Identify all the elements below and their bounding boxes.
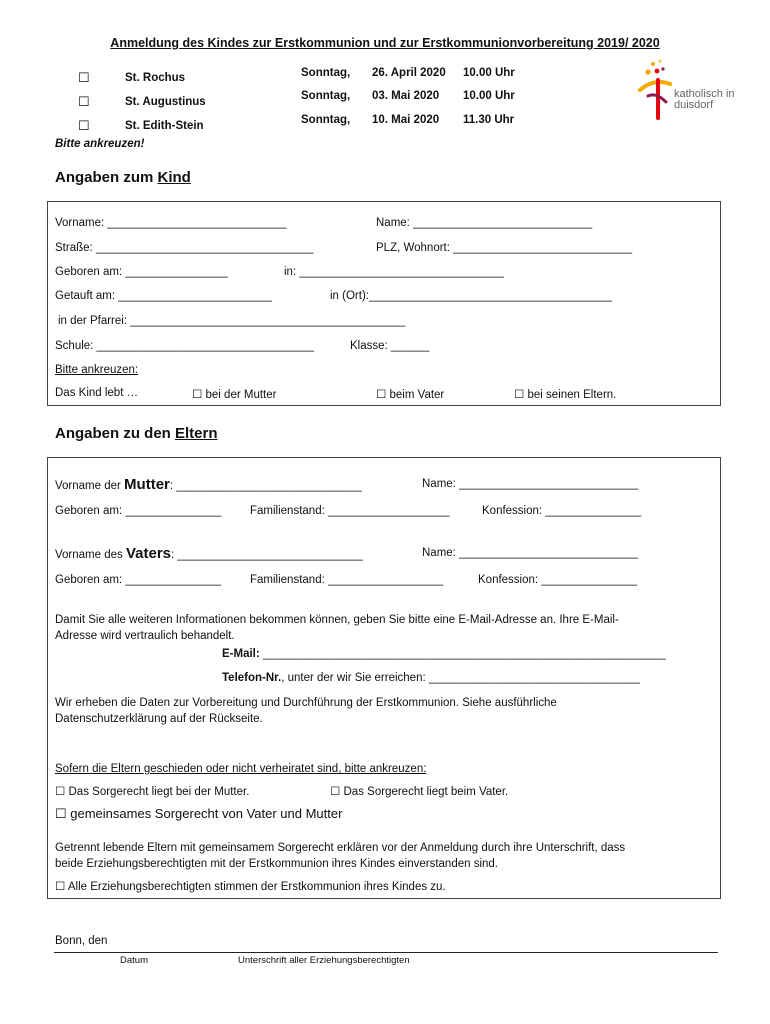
parish-time-augustinus: 10.00 Uhr	[463, 90, 515, 102]
kind-bitte-ankreuzen: Bitte ankreuzen:	[55, 364, 139, 376]
kind-box	[47, 201, 721, 406]
parish-day-rochus: Sonntag,	[301, 67, 351, 79]
parish-date-edith-stein: 10. Mai 2020	[372, 114, 440, 126]
parish-logo	[636, 58, 741, 128]
vater-familienstand-field[interactable]: Familienstand: __________________	[250, 574, 444, 586]
kind-getauft-field[interactable]: Getauft am: ________________________	[55, 290, 272, 302]
checkbox-augustinus[interactable]: ☐	[78, 94, 90, 109]
vater-geboren-field[interactable]: Geboren am: _______________	[55, 574, 222, 586]
kind-taufort-field[interactable]: in (Ort):______________________________________	[330, 290, 613, 302]
kind-schule-field[interactable]: Schule: __________________________________	[55, 340, 315, 352]
sorge-gemeinsam-checkbox[interactable]: ☐ gemeinsames Sorgerecht von Vater und Mutter	[55, 806, 343, 821]
kind-heading: Angaben zum Kind	[55, 169, 191, 186]
sorge-mutter-checkbox[interactable]: ☐ Das Sorgerecht liegt bei der Mutter.	[55, 786, 250, 798]
mutter-familienstand-field[interactable]: Familienstand: ___________________	[250, 505, 450, 517]
kind-vorname-field[interactable]: Vorname: ____________________________	[55, 217, 287, 229]
parish-date-augustinus: 03. Mai 2020	[372, 90, 440, 102]
kind-geburtsort-field[interactable]: in: ________________________________	[284, 266, 505, 278]
sofern-label: Sofern die Eltern geschieden oder nicht verheiratet sind, bitte ankreuzen:	[55, 763, 427, 775]
lebt-bei-eltern-checkbox[interactable]: ☐ bei seinen Eltern.	[514, 389, 617, 401]
parish-name-rochus: St. Rochus	[125, 72, 186, 84]
kind-geboren-field[interactable]: Geboren am: ________________	[55, 266, 228, 278]
mutter-vorname-field[interactable]: Vorname der Mutter: _____________________________	[55, 476, 362, 493]
signature-line[interactable]	[54, 952, 718, 953]
parish-time-rochus: 10.00 Uhr	[463, 67, 515, 79]
mutter-name-field[interactable]: Name: ____________________________	[422, 478, 639, 490]
kind-plz-field[interactable]: PLZ, Wohnort: ____________________________	[376, 242, 633, 254]
email-field[interactable]: E-Mail: _______________________________________________________________	[222, 648, 666, 660]
parish-day-augustinus: Sonntag,	[301, 90, 351, 102]
logo-text-line2: duisdorf	[674, 99, 714, 111]
email-info-line2: Adresse wird vertraulich behandelt.	[55, 630, 235, 642]
alle-zustimmung-checkbox[interactable]: ☐ Alle Erziehungsberechtigten stimmen der Erstkommunion ihres Kindes zu.	[55, 881, 446, 893]
vater-name-field[interactable]: Name: ____________________________	[422, 547, 639, 559]
checkbox-edith-stein[interactable]: ☐	[78, 118, 90, 133]
kind-klasse-field[interactable]: Klasse: ______	[350, 340, 430, 352]
kind-pfarrei-field[interactable]: in der Pfarrei: ___________________________________________	[58, 315, 406, 327]
getrennt-line2: beide Erziehungsberechtigten mit der Erstkommunion ihres Kindes einverstanden sind.	[55, 858, 498, 870]
parish-day-edith-stein: Sonntag,	[301, 114, 351, 126]
parish-time-edith-stein: 11.30 Uhr	[463, 114, 515, 126]
parish-date-rochus: 26. April 2020	[372, 67, 446, 79]
mutter-konfession-field[interactable]: Konfession: _______________	[482, 505, 642, 517]
mutter-geboren-field[interactable]: Geboren am: _______________	[55, 505, 222, 517]
vater-vorname-field[interactable]: Vorname des Vaters: _____________________________	[55, 545, 363, 562]
sorge-vater-checkbox[interactable]: ☐ Das Sorgerecht liegt beim Vater.	[330, 786, 509, 798]
getrennt-line1: Getrennt lebende Eltern mit gemeinsamem Sorgerecht erklären vor der Anmeldung durch ihre Unterschrift, dass	[55, 842, 626, 854]
logo-text-line1: katholisch in	[674, 88, 735, 100]
eltern-heading: Angaben zu den Eltern	[55, 425, 218, 442]
bitte-ankreuzen-note: Bitte ankreuzen!	[55, 138, 145, 150]
telefon-field[interactable]: Telefon-Nr., unter der wir Sie erreichen: _________________________________	[222, 672, 640, 684]
vater-konfession-field[interactable]: Konfession: _______________	[478, 574, 638, 586]
datum-label: Datum	[120, 955, 148, 966]
datenschutz-line1: Wir erheben die Daten zur Vorbereitung und Durchführung der Erstkommunion. Siehe ausführliche	[55, 697, 557, 709]
kind-lebt-label: Das Kind lebt …	[55, 387, 139, 399]
checkbox-rochus[interactable]: ☐	[78, 70, 90, 85]
datenschutz-line2: Datenschutzerklärung auf der Rückseite.	[55, 713, 263, 725]
kind-name-field[interactable]: Name: ____________________________	[376, 217, 593, 229]
kind-strasse-field[interactable]: Straße: __________________________________	[55, 242, 314, 254]
form-title: Anmeldung des Kindes zur Erstkommunion und zur Erstkommunionvorbereitung 2019/ 2020	[110, 36, 660, 50]
ort-label: Bonn, den	[55, 935, 108, 947]
lebt-beim-vater-checkbox[interactable]: ☐ beim Vater	[376, 389, 445, 401]
email-info-line1: Damit Sie alle weiteren Informationen bekommen können, geben Sie bitte eine E-Mail-Adresse an. Ihre E-Mail-	[55, 614, 619, 626]
unterschrift-label: Unterschrift aller Erziehungsberechtigten	[238, 955, 410, 966]
parish-name-augustinus: St. Augustinus	[125, 96, 206, 108]
lebt-bei-mutter-checkbox[interactable]: ☐ bei der Mutter	[192, 389, 277, 401]
parish-name-edith-stein: St. Edith-Stein	[125, 120, 204, 132]
